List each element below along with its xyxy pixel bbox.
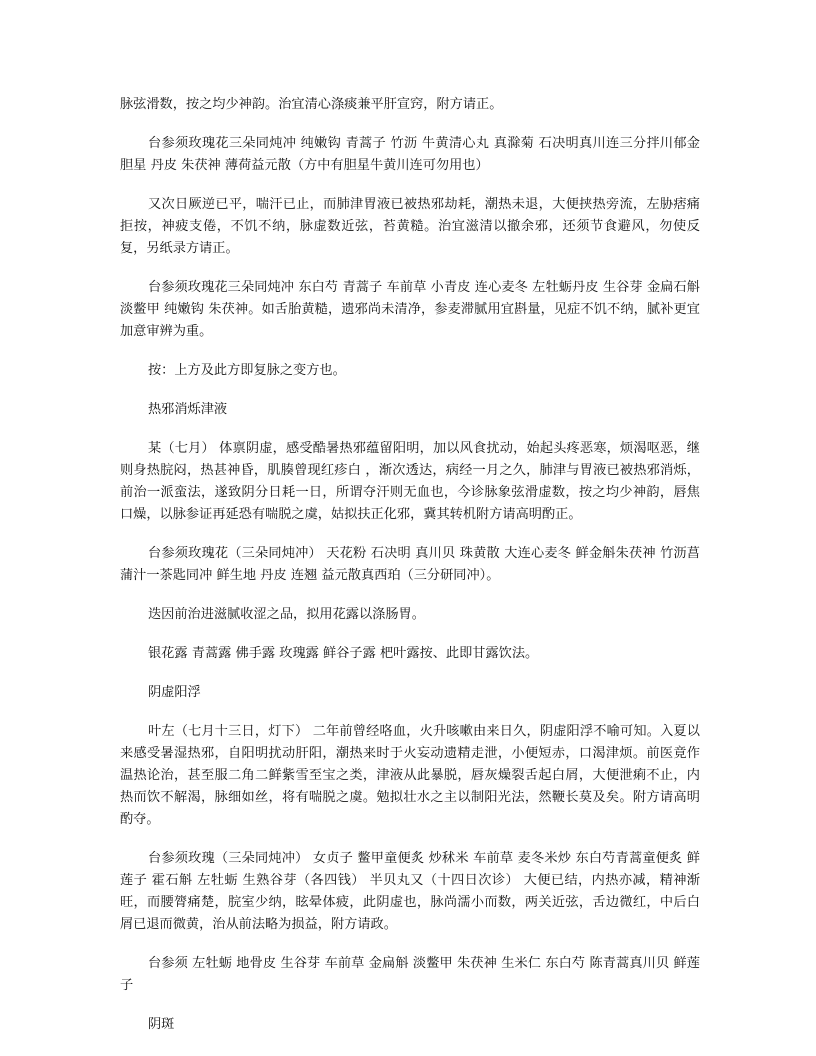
paragraph: 银花露 青蒿露 佛手露 玫瑰露 鲜谷子露 杷叶露按、此即甘露饮法。 <box>148 646 539 661</box>
paragraph: 台参须 左牡蛎 地骨皮 生谷芽 车前草 金扁斛 淡鳖甲 朱茯神 生米仁 东白芍 陈青蒿真川贝 鲜莲子 <box>120 956 700 993</box>
paragraph: 某（七月） 体禀阴虚，感受酷暑热邪蕴留阳明，加以风食扰动，始起头疼恶寒，烦渴呕恶，继则身热脘闷，热甚神昏，肌腠曾现红疹白 ，渐次透达，病经一月之久，肺津与胃液已被热邪消烁，前治一派蛮法，遂致阴分日耗一日，所谓夺汗则无血也，今诊脉象弦滑虚数，按之均少神韵，唇焦口燥，以脉参证再延恐有喘脱之虞，姑拟扶正化邪，冀其转机附方请高明酌正。 <box>120 441 700 522</box>
section-heading: 阴斑 <box>148 1017 175 1032</box>
paragraph: 台参须玫瑰（三朵同炖冲） 女贞子 鳖甲童便炙 炒秫米 车前草 麦冬米炒 东白芍青蒿童便炙 鲜莲子 霍石斛 左牡蛎 生熟谷芽（各四钱） 半贝丸又（十四日次诊） 大便已结，内热亦减，精神渐旺，而腰膂痛楚，脘室少纳，眩晕体疲，此阴虚也，脉尚濡小而数，两关近弦，舌边微红，中后白屑已退而微黄，治从前法略为损益，附方请政。 <box>120 851 700 932</box>
paragraph: 台参须玫瑰花三朵同炖冲 纯嫩钩 青蒿子 竹沥 牛黄清心丸 真滁菊 石决明真川连三分拌川郁金 胆星 丹皮 朱茯神 薄荷益元散（方中有胆星牛黄川连可勿用也） <box>120 136 700 173</box>
paragraph: 台参须玫瑰花（三朵同炖冲） 天花粉 石决明 真川贝 珠黄散 大连心麦冬 鲜金斛朱茯神 竹沥菖蒲汁一茶匙同冲 鲜生地 丹皮 连翘 益元散真西珀（三分研同冲）。 <box>120 546 700 583</box>
paragraph: 迭因前治进滋腻收涩之品，拟用花露以涤肠胃。 <box>148 607 425 622</box>
section-heading: 热邪消烁津液 <box>148 402 228 417</box>
paragraph: 脉弦滑数，按之均少神韵。治宜清心涤痰兼平肝宣窍，附方请正。 <box>120 97 503 112</box>
paragraph: 按：上方及此方即复脉之变方也。 <box>148 363 346 378</box>
document-page <box>120 94 700 1053</box>
paragraph: 叶左（七月十三日，灯下） 二年前曾经咯血，火升咳嗽由来日久，阴虚阳浮不喻可知。入夏以来感受暑湿热邪，自阳明扰动肝阳，潮热来时于火妄动遗精走泄，小便短赤，口渴津烦。前医竟作温热论治，甚至服二角二鲜紫雪至宝之类，津液从此暴脱，唇灰燥裂舌起白屑，大便泄痢不止，内热而饮不解渴，脉细如丝，将有喘脱之虞。勉拟壮水之主以制阳光法，然鞭长莫及矣。附方请高明酌夺。 <box>120 724 700 827</box>
section-heading: 阴虚阳浮 <box>148 685 201 700</box>
paragraph: 又次日厥逆已平，喘汗已止，而肺津胃液已被热邪劫耗，潮热未退，大便挟热旁流，左胁痞痛拒按，神疲支倦，不饥不纳，脉虚数近弦，苔黄糙。治宜滋清以撤余邪，还须节食避风，勿使反复，另纸录方请正。 <box>120 197 700 256</box>
paragraph: 台参须玫瑰花三朵同炖冲 东白芍 青蒿子 车前草 小青皮 连心麦冬 左牡蛎丹皮 生谷芽 金扁石斛 淡鳖甲 纯嫩钩 朱茯神。如舌胎黄糙，遗邪尚未清净，参麦滞腻用宜斟量，见症不饥不纳，腻补更宜加意审辨为重。 <box>120 280 700 339</box>
